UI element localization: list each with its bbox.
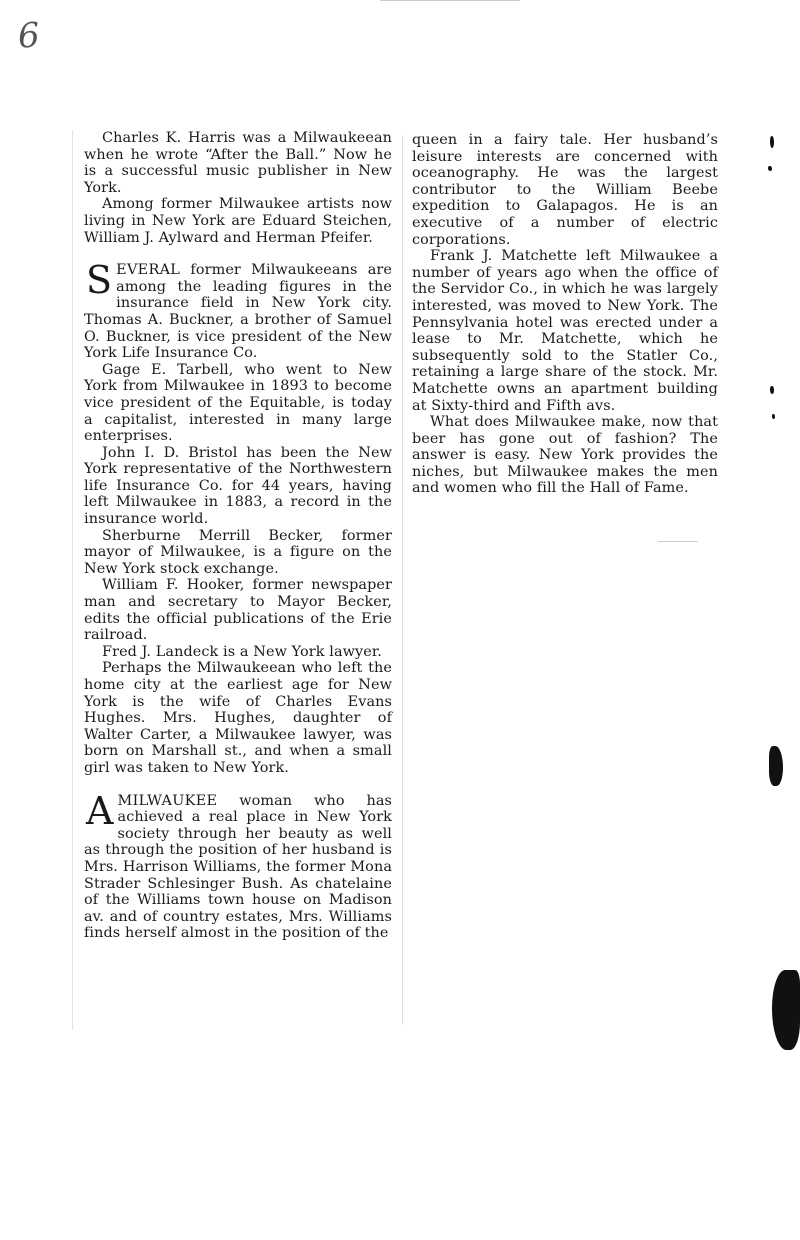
paragraph-hooker: William F. Hooker, former newspaper man and secretary to Mayor Becker, edits the official publications of the Erie railroad. — [84, 577, 392, 644]
lead-text-williams: woman who has achieved a real place in New York society through her beauty as well as through the position of her husband is Mrs. Harrison Williams, the former Mona Strader Schlesinger Bush. As chatelaine of the Williams town house on Madison av. and of country estates, Mrs. Williams finds herself almost in the position of the — [84, 792, 392, 942]
paragraph-landeck: Fred J. Landeck is a New York lawyer. — [102, 643, 382, 660]
drop-cap-a: A — [86, 788, 114, 833]
scan-mark — [770, 136, 774, 148]
right-column — [412, 132, 718, 497]
top-edge-line — [380, 0, 520, 1]
paragraph-artists: Among former Milwaukee artists now living in New York are Eduard Steichen, William J. Aylward and Herman Pfeifer. — [84, 196, 392, 246]
left-column — [84, 130, 392, 942]
paragraph-williams-lead — [84, 788, 392, 942]
binding-hole-mark — [772, 970, 800, 1050]
column-divider — [402, 135, 403, 1025]
paragraph-becker: Sherburne Merrill Becker, former mayor of Milwaukee, is a figure on the New York stock exchange. — [84, 527, 392, 577]
left-margin-rule — [72, 130, 73, 1030]
scan-mark — [768, 166, 772, 171]
paragraph-tarbell: Gage E. Tarbell, who went to New York from Milwaukee in 1893 to become vice president of the Equitable, is today a capitalist, interested in many large enterprises. — [84, 361, 392, 445]
end-rule — [658, 541, 698, 542]
lead-text-insurance: former Milwaukeeans are among the leading figures in the insurance field in New York city. Thomas A. Buckner, a brother of Samuel O. Buckner, is vice president of the New York Life Insurance Co. — [84, 262, 392, 362]
scan-mark — [770, 386, 774, 394]
binding-hole-mark — [769, 746, 783, 786]
paragraph-matchette: Frank J. Matchette left Milwaukee a number of years ago when the office of the Servidor Co., in which he was largely interested, was moved to New York. The Pennsylvania hotel was erected under a lease to Mr. Matchette, which he subsequently sold to the Statler Co., retaining a large share of the stock. Mr. Matchette owns an apartment building at Sixty-third and Fifth avs. — [412, 248, 718, 414]
section-gap — [84, 777, 392, 793]
paragraph-hughes: Perhaps the Milwaukeean who left the home city at the earliest age for New York is the wife of Charles Evans Hughes. Mrs. Hughes, daughter of Walter Carter, a Milwaukee lawyer, was born on Marshall st., and when a small girl was taken to New York. — [84, 660, 392, 776]
paragraph-insurance-lead — [84, 258, 392, 362]
section-gap — [84, 246, 392, 262]
paragraph-fairy-tale: queen in a fairy tale. Her husband’s leisure interests are concerned with oceanography. He was the largest contributor to the William Beebe expedition to Galapagos. He is an executive of a number of electric corporations. — [412, 132, 718, 248]
paragraph-harris: Charles K. Harris was a Milwaukeean when he wrote “After the Ball.” Now he is a successful music publisher in New York. — [84, 130, 392, 196]
paragraph-bristol: John I. D. Bristol has been the New York representative of the Northwestern life Insurance Co. for 44 years, having left Milwaukee in 1883, a record in the insurance world. — [84, 444, 392, 528]
scan-mark — [772, 414, 775, 419]
lead-word-milwaukee: MILWAUKEE — [117, 792, 218, 809]
paragraph-hall-of-fame: What does Milwaukee make, now that beer has gone out of fashion? The answer is easy. New York provides the niches, but Milwaukee makes the men and women who fill the Hall of Fame. — [412, 414, 718, 497]
handwritten-page-number: 6 — [16, 15, 42, 57]
lead-word-several: EVERAL — [116, 262, 181, 279]
drop-cap-s: S — [86, 258, 113, 303]
